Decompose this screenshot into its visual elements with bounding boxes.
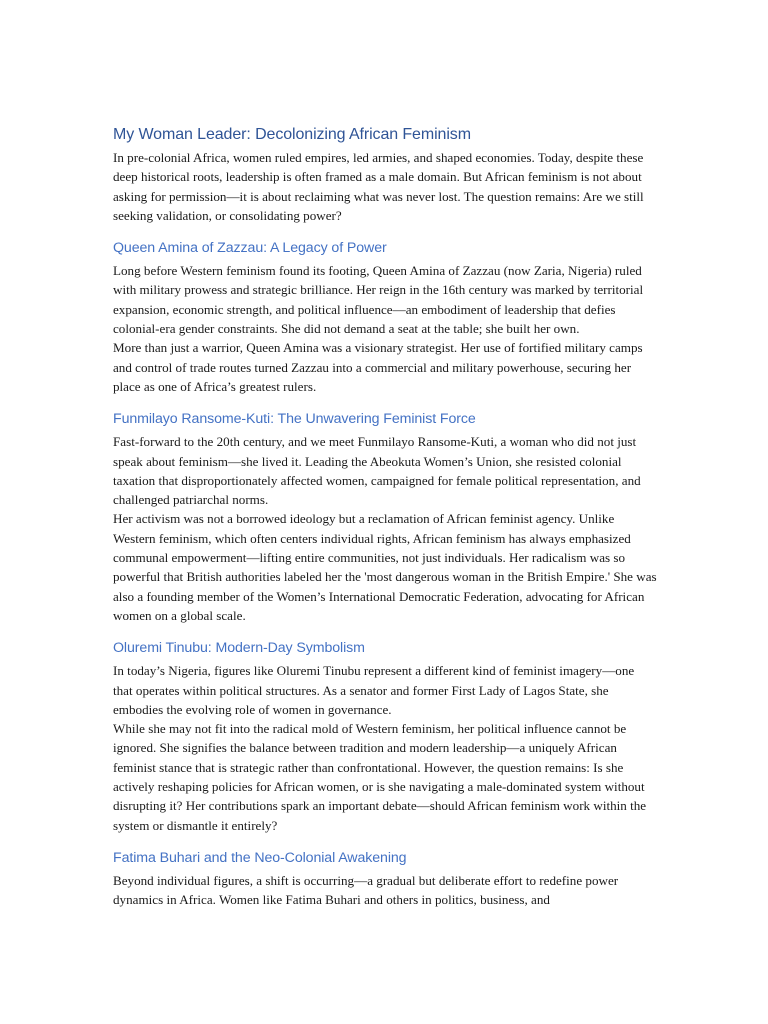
section-amina bbox=[113, 239, 657, 396]
section-ransome-kuti bbox=[113, 410, 657, 625]
section-paragraph: Her activism was not a borrowed ideology but a reclamation of African feminist agency. Unlike Western feminism, which often centers individual rights, African feminism has always emphasized communal empowerment—lifting entire communities, not just individuals. Her radicalism was so powerful that British authorities labeled her the 'most dangerous woman in the British Empire.' She was also a founding member of the Women’s International Democratic Federation, advocating for African women on a global scale. bbox=[113, 511, 657, 623]
section-paragraph: More than just a warrior, Queen Amina was a visionary strategist. Her use of fortified military camps and control of trade routes turned Zazzau into a commercial and military powerhouse, securing her place as one of Africa’s greatest rulers. bbox=[113, 340, 643, 394]
section-paragraph: Fast-forward to the 20th century, and we meet Funmilayo Ransome-Kuti, a woman who did not just speak about feminism—she lived it. Leading the Abeokuta Women’s Union, she resisted colonial taxation that disproportionately affected women, campaigned for female political representation, and challenged patriarchal norms. bbox=[113, 434, 641, 508]
section-paragraph: Beyond individual figures, a shift is occurring—a gradual but deliberate effort to redefine power dynamics in Africa. Women like Fatima Buhari and others in politics, business, and bbox=[113, 872, 619, 908]
section-heading-tinubu: Oluremi Tinubu: Modern-Day Symbolism bbox=[113, 640, 365, 657]
section-buhari bbox=[113, 849, 657, 910]
document-page bbox=[113, 125, 657, 910]
section-tinubu bbox=[113, 639, 657, 835]
section-heading-ransome-kuti: Funmilayo Ransome-Kuti: The Unwavering Feminist Force bbox=[113, 411, 476, 428]
section-heading-buhari: Fatima Buhari and the Neo-Colonial Awakening bbox=[113, 849, 407, 866]
document-title: My Woman Leader: Decolonizing African Feminism bbox=[113, 126, 471, 143]
section-heading-amina: Queen Amina of Zazzau: A Legacy of Power bbox=[113, 240, 387, 257]
section-paragraph: Long before Western feminism found its footing, Queen Amina of Zazzau (now Zaria, Nigeria) ruled with military prowess and strategic brilliance. Her reign in the 16th century was marked by territorial expansion, economic strength, and political influence—an embodiment of leadership that defies colonial-era gender constraints. She did not demand a seat at the table; she built her own. bbox=[113, 263, 644, 337]
intro-paragraph: In pre-colonial Africa, women ruled empires, led armies, and shaped economies. Today, despite these deep historical roots, leadership is often framed as a male domain. But African feminism is not about asking for permission—it is about reclaiming what was never lost. The question remains: Are we still seeking validation, or consolidating power? bbox=[113, 150, 644, 223]
section-paragraph: In today’s Nigeria, figures like Oluremi Tinubu represent a different kind of feminist imagery—one that operates within political structures. As a senator and former First Lady of Lagos State, she embodies the evolving role of women in governance. bbox=[113, 663, 635, 717]
section-paragraph: While she may not fit into the radical mold of Western feminism, her political influence cannot be ignored. She signifies the balance between tradition and modern leadership—a uniquely African feminist stance that is strategic rather than confrontational. However, the question remains: Is she actively reshaping policies for African women, or is she navigating a male-dominated system without disrupting it? Her contributions spark an important debate—should African feminism work within the system or dismantle it entirely? bbox=[113, 721, 647, 833]
